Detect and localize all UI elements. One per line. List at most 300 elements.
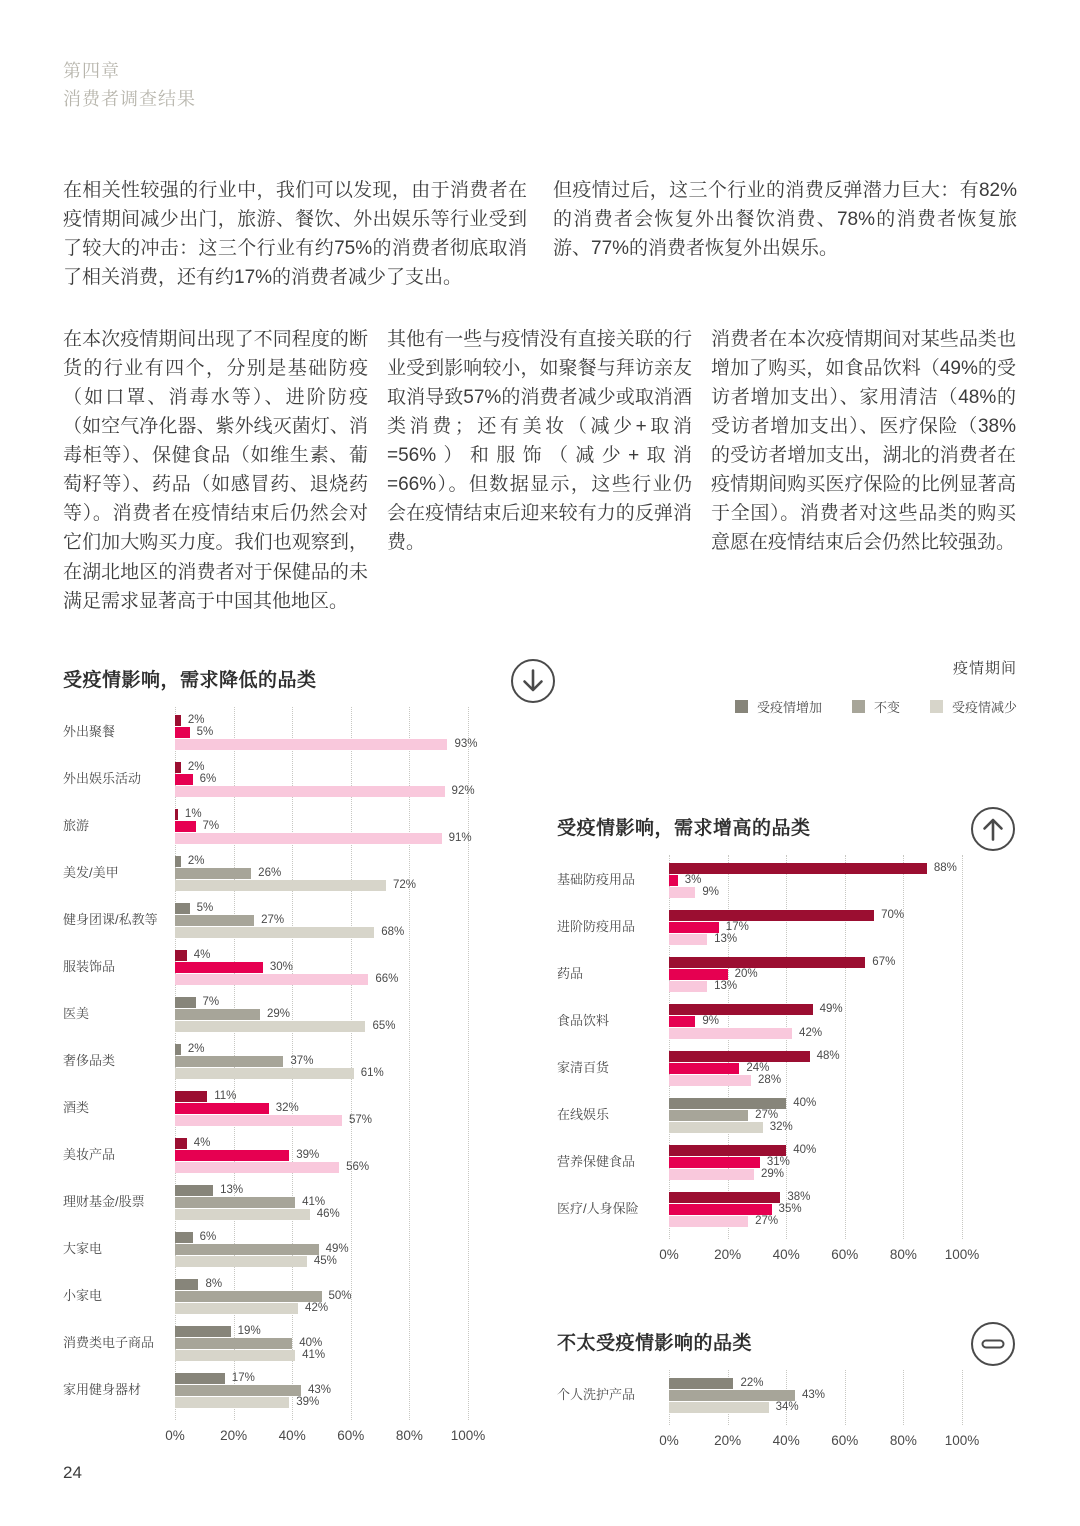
- bar-line: [175, 1197, 468, 1208]
- intro-paragraph-left: 在相关性较强的行业中，我们可以发现，由于消费者在疫情期间减少出门，旅游、餐饮、外出娱乐等行业受到了较大的冲击：这三个行业有约75%的消费者彻底取消了相关消费，还有约17%的消费者减少了支出。: [63, 179, 527, 288]
- increase-chart-header: [557, 805, 1017, 855]
- bar-decreased: [669, 1402, 769, 1413]
- bar-value: 31%: [766, 1156, 790, 1169]
- bar-decreased: [175, 833, 442, 844]
- bar-line: [669, 1028, 962, 1039]
- bar-group: [175, 1044, 468, 1079]
- bar-line: [175, 715, 468, 726]
- bar-value: 57%: [349, 1114, 373, 1127]
- chart-row: [63, 1232, 557, 1267]
- bar-decreased: [669, 1216, 748, 1227]
- bar-increased: [669, 957, 865, 968]
- bar-value: 29%: [266, 1008, 290, 1021]
- category-label: 奢侈品类: [63, 1053, 116, 1069]
- bar-value: 17%: [725, 921, 749, 934]
- bar-line: [175, 1056, 468, 1067]
- bar-line: [175, 738, 478, 751]
- body-paragraph-2: 其他有一些与疫情没有直接关联的行业受到影响较小，如聚餐与拜访亲友取消导致57%的消费者减少或取消酒类消费；还有美妆（减少+取消=56%）和服饰（减少+取消=66%）。但数据显示，这些行业仍会在疫情结束后迎来较有力的反弹消费。: [387, 329, 692, 554]
- bar-line: [175, 809, 468, 820]
- bar-line: [669, 969, 962, 980]
- chart-row: [63, 1373, 557, 1408]
- bar-group: [175, 761, 475, 798]
- bar-value: 32%: [275, 1102, 299, 1115]
- category-label: 基础防疫用品: [557, 872, 636, 888]
- x-axis: [659, 1239, 980, 1265]
- chart-row: [557, 1378, 1017, 1413]
- bar-value: 13%: [714, 933, 738, 946]
- category-label: 家清百货: [557, 1060, 610, 1076]
- legend-items: [557, 697, 1017, 716]
- bar-line: [175, 1326, 468, 1337]
- bar-value: 22%: [740, 1377, 764, 1390]
- bar-increased: [175, 1044, 181, 1055]
- bar-group: [669, 1145, 962, 1180]
- bar-increased: [669, 1145, 786, 1156]
- bar-value: 41%: [302, 1196, 326, 1209]
- bar-value: 32%: [769, 1121, 793, 1134]
- bar-line: [175, 1291, 468, 1302]
- charts-section: [63, 657, 1017, 1451]
- axis-tick: 80%: [889, 1246, 917, 1262]
- bar-value: 92%: [451, 785, 475, 798]
- bar-line: [175, 1150, 468, 1161]
- bar-value: 24%: [746, 1062, 770, 1075]
- minus-icon: [969, 1320, 1017, 1373]
- bar-value: 26%: [258, 867, 282, 880]
- bar-group: [175, 714, 478, 751]
- bar-decreased: [175, 739, 447, 750]
- bar-increased: [175, 997, 196, 1008]
- bar-line: [669, 1016, 962, 1027]
- bar-line: [175, 1244, 468, 1255]
- bar-unchanged: [175, 1244, 319, 1255]
- bar-decreased: [175, 1068, 354, 1079]
- bar-unchanged: [175, 915, 254, 926]
- bar-value: 2%: [187, 1043, 205, 1056]
- bar-decreased: [175, 786, 445, 797]
- category-label: 酒类: [63, 1100, 90, 1116]
- bar-increased: [175, 715, 181, 726]
- bar-line: [175, 1021, 468, 1032]
- bar-value: 61%: [360, 1067, 384, 1080]
- decrease-chart-column: [63, 657, 557, 1451]
- chart-row: [63, 1279, 557, 1314]
- chapter-title: 消费者调查结果: [63, 88, 196, 109]
- bar-line: [175, 962, 468, 973]
- chart-rows: [63, 707, 557, 1408]
- bar-line: [669, 1110, 962, 1121]
- page-header: [63, 58, 1017, 114]
- bar-value: 27%: [261, 914, 285, 927]
- category-label: 外出聚餐: [63, 724, 116, 740]
- bar-value: 2%: [187, 855, 205, 868]
- bar-value: 30%: [269, 961, 293, 974]
- category-label: 营养保健食品: [557, 1154, 636, 1170]
- bar-line: [669, 1145, 962, 1156]
- decrease-chart-header: [63, 657, 557, 707]
- bar-increased: [175, 856, 181, 867]
- bar-line: [175, 1162, 468, 1173]
- bar-line: [175, 1279, 468, 1290]
- category-label: 医疗/人身保险: [557, 1201, 639, 1217]
- body-paragraph-1: 在本次疫情期间出现了不同程度的断货的行业有四个，分别是基础防疫（如口罩、消毒水等）、进阶防疫（如空气净化器、紫外线灭菌灯、消毒柜等）、保健食品（如维生素、葡萄籽等）、药品（如感冒药、退烧药等）。消费者在疫情结束后仍然会对它们加大购买力度。我们也观察到，在湖北地区的消费者对于保健品的未满足需求显著高于中国其他地区。: [63, 329, 368, 612]
- bar-value: 20%: [734, 968, 758, 981]
- bar-group: [175, 950, 468, 985]
- flat-chart-title: 不太受疫情影响的品类: [557, 1332, 753, 1354]
- chart-row: [63, 903, 557, 938]
- bar-value: 2%: [187, 761, 205, 774]
- bar-increased: [175, 1373, 225, 1384]
- bar-line: [175, 1103, 468, 1114]
- bar-line: [669, 1157, 962, 1168]
- bar-unchanged: [669, 969, 728, 980]
- bar-increased: [175, 1326, 231, 1337]
- legend-item: [852, 697, 900, 716]
- flat-bar-chart: [557, 1370, 1017, 1451]
- bar-increased: [175, 1185, 213, 1196]
- bar-group: [669, 1098, 962, 1133]
- bar-value: 34%: [775, 1401, 799, 1414]
- bar-line: [175, 785, 475, 798]
- bar-unchanged: [175, 1385, 301, 1396]
- bar-group: [175, 1326, 468, 1361]
- bar-value: 93%: [454, 738, 478, 751]
- bar-value: 40%: [793, 1144, 817, 1157]
- bar-group: [175, 997, 468, 1032]
- bar-line: [175, 856, 468, 867]
- bar-line: [669, 981, 962, 992]
- category-label: 外出娱乐活动: [63, 771, 142, 787]
- bar-value: 68%: [381, 926, 405, 939]
- bar-line: [175, 1338, 468, 1349]
- bar-value: 5%: [196, 726, 214, 739]
- bar-value: 8%: [205, 1278, 223, 1291]
- bar-line: [669, 1204, 962, 1215]
- bar-value: 3%: [684, 874, 702, 887]
- bar-group: [669, 863, 962, 898]
- legend-swatch: [930, 700, 943, 713]
- bar-value: 37%: [290, 1055, 314, 1068]
- bar-decreased: [175, 1115, 342, 1126]
- bar-unchanged: [175, 962, 263, 973]
- axis-tick: 0%: [165, 1427, 185, 1443]
- axis-tick: 20%: [220, 1427, 248, 1443]
- axis-tick: 100%: [944, 1432, 980, 1448]
- axis-tick: 100%: [450, 1427, 486, 1443]
- bar-line: [175, 1185, 468, 1196]
- bar-line: [669, 1122, 962, 1133]
- axis-tick: 40%: [278, 1427, 306, 1443]
- axis-tick: 60%: [831, 1432, 859, 1448]
- bar-unchanged: [175, 1103, 269, 1114]
- bar-line: [175, 1232, 468, 1243]
- legend-item: [930, 697, 1017, 716]
- bar-value: 38%: [787, 1191, 811, 1204]
- chapter-label: 第四章: [63, 61, 120, 81]
- bar-value: 19%: [237, 1325, 261, 1338]
- bar-line: [669, 1402, 962, 1413]
- axis-tick: 80%: [889, 1432, 917, 1448]
- bar-line: [669, 934, 962, 945]
- bar-line: [175, 1303, 468, 1314]
- bar-line: [175, 1397, 468, 1408]
- chart-row: [63, 1091, 557, 1126]
- bar-group: [175, 1232, 468, 1267]
- bar-value: 6%: [199, 773, 217, 786]
- increase-chart-title: 受疫情影响，需求增高的品类: [557, 817, 811, 839]
- bar-decreased: [175, 974, 368, 985]
- bar-value: 65%: [372, 1020, 396, 1033]
- chart-row: [63, 762, 557, 797]
- bar-line: [175, 727, 468, 738]
- bar-unchanged: [175, 774, 193, 785]
- bar-increased: [669, 1378, 733, 1389]
- legend-item: [735, 697, 822, 716]
- bar-value: 43%: [801, 1389, 826, 1402]
- bar-line: [669, 1169, 962, 1180]
- bar-line: [175, 1068, 468, 1079]
- bar-line: [669, 863, 962, 874]
- category-label: 消费类电子商品: [63, 1335, 155, 1351]
- page-footer: [63, 1463, 1017, 1483]
- bar-unchanged: [175, 868, 251, 879]
- bar-line: [175, 1091, 468, 1102]
- bar-increased: [669, 1192, 780, 1203]
- chart-row: [63, 856, 557, 891]
- bar-group: [175, 1091, 468, 1126]
- x-axis: [659, 1425, 980, 1451]
- chart-row: [63, 1185, 557, 1220]
- bar-group: [175, 856, 468, 891]
- bar-value: 56%: [346, 1161, 370, 1174]
- bar-group: [669, 1378, 962, 1413]
- down-arrow-icon: [509, 657, 557, 710]
- axis-tick: 0%: [659, 1246, 679, 1262]
- chart-row: [63, 950, 557, 985]
- bar-group: [669, 1004, 962, 1039]
- bar-value: 9%: [702, 886, 719, 899]
- bar-line: [175, 832, 472, 845]
- chart-row: [557, 863, 1017, 898]
- bar-decreased: [175, 1021, 365, 1032]
- bar-line: [175, 1385, 468, 1396]
- bar-value: 88%: [933, 862, 957, 875]
- axis-tick: 100%: [944, 1246, 980, 1262]
- x-axis: [165, 1420, 486, 1446]
- body-section: [63, 325, 1017, 616]
- bar-unchanged: [175, 821, 196, 832]
- bar-decreased: [175, 1397, 289, 1408]
- bar-value: 7%: [202, 820, 220, 833]
- legend-block: [557, 657, 1017, 716]
- bar-increased: [669, 1051, 810, 1062]
- bar-value: 1%: [184, 808, 202, 821]
- category-label: 在线娱乐: [557, 1107, 610, 1123]
- intro-paragraph-right: 但疫情过后，这三个行业的消费反弹潜力巨大：有82%的消费者会恢复外出餐饮消费、78%的消费者恢复旅游、77%的消费者恢复外出娱乐。: [553, 179, 1017, 259]
- bar-decreased: [175, 1256, 307, 1267]
- bar-value: 27%: [755, 1215, 779, 1228]
- bar-unchanged: [175, 1056, 283, 1067]
- bar-decreased: [669, 981, 707, 992]
- page-number: 24: [63, 1462, 82, 1482]
- bar-value: 50%: [328, 1290, 352, 1303]
- bar-line: [669, 1390, 962, 1401]
- bar-line: [669, 910, 962, 921]
- bar-value: 43%: [307, 1384, 332, 1397]
- bar-line: [669, 1051, 962, 1062]
- bar-group: [175, 1373, 468, 1408]
- axis-tick: 40%: [772, 1246, 800, 1262]
- axis-tick: 20%: [714, 1246, 742, 1262]
- chart-row: [63, 1326, 557, 1361]
- bar-line: [175, 997, 468, 1008]
- bar-line: [669, 922, 962, 933]
- bar-value: 13%: [714, 980, 738, 993]
- bar-decreased: [175, 880, 386, 891]
- bar-value: 27%: [755, 1109, 779, 1122]
- bar-value: 67%: [872, 956, 896, 969]
- category-label: 健身团课/私教等: [63, 912, 158, 928]
- bar-value: 13%: [220, 1184, 244, 1197]
- category-label: 药品: [557, 966, 584, 982]
- bar-increased: [669, 1098, 786, 1109]
- bar-value: 42%: [799, 1027, 823, 1040]
- legend-period-label: 疫情期间: [952, 659, 1017, 677]
- chart-row: [63, 809, 557, 844]
- bar-value: 45%: [313, 1255, 337, 1268]
- chart-row: [557, 1098, 1017, 1133]
- bar-group: [669, 957, 962, 992]
- bar-value: 11%: [214, 1090, 237, 1103]
- bar-line: [175, 1373, 468, 1384]
- decrease-chart-title: 受疫情影响，需求降低的品类: [63, 669, 317, 691]
- bar-group: [175, 1279, 468, 1314]
- bar-value: 72%: [392, 879, 416, 892]
- category-label: 个人洗护产品: [557, 1387, 636, 1403]
- bar-line: [669, 1378, 962, 1389]
- bar-value: 46%: [316, 1208, 340, 1221]
- chart-row: [557, 1192, 1017, 1227]
- bar-value: 70%: [881, 909, 905, 922]
- bar-increased: [175, 809, 178, 820]
- bar-decreased: [175, 1303, 298, 1314]
- axis-tick: 60%: [831, 1246, 859, 1262]
- chart-row: [557, 910, 1017, 945]
- bar-unchanged: [175, 1150, 289, 1161]
- bar-line: [175, 868, 468, 879]
- bar-value: 2%: [187, 714, 205, 727]
- bar-decreased: [175, 927, 374, 938]
- category-label: 小家电: [63, 1288, 103, 1304]
- bar-value: 66%: [375, 973, 399, 986]
- bar-line: [669, 1192, 962, 1203]
- bar-increased: [175, 1279, 198, 1290]
- bar-value: 42%: [305, 1302, 329, 1315]
- bar-value: 6%: [199, 1231, 217, 1244]
- bar-group: [175, 1185, 468, 1220]
- axis-tick: 20%: [714, 1432, 742, 1448]
- bar-group: [175, 808, 472, 845]
- bar-line: [175, 1138, 468, 1149]
- bar-line: [669, 1098, 962, 1109]
- chart-row: [63, 997, 557, 1032]
- bar-value: 39%: [296, 1396, 320, 1409]
- bar-line: [669, 887, 962, 898]
- chart-row: [557, 1004, 1017, 1039]
- legend-item-label: 不变: [873, 699, 900, 715]
- up-arrow-icon: [969, 805, 1017, 858]
- category-label: 理财基金/股票: [63, 1194, 145, 1210]
- chart-row: [63, 715, 557, 750]
- bar-value: 29%: [760, 1168, 784, 1181]
- bar-unchanged: [669, 1063, 739, 1074]
- bar-group: [669, 910, 962, 945]
- bar-value: 35%: [778, 1203, 802, 1216]
- bar-increased: [669, 863, 927, 874]
- legend-item-label: 受疫情增加: [756, 699, 822, 715]
- bar-unchanged: [669, 1204, 772, 1215]
- bar-line: [669, 875, 962, 886]
- bar-decreased: [175, 1350, 295, 1361]
- bar-line: [175, 821, 468, 832]
- bar-unchanged: [669, 875, 678, 886]
- bar-unchanged: [669, 1016, 695, 1027]
- decrease-bar-chart: [63, 707, 557, 1446]
- bar-line: [175, 1209, 468, 1220]
- bar-group: [175, 903, 468, 938]
- category-label: 旅游: [63, 818, 90, 834]
- bar-unchanged: [669, 1390, 795, 1401]
- bar-increased: [175, 1091, 207, 1102]
- bar-group: [175, 1138, 468, 1173]
- bar-line: [669, 1216, 962, 1227]
- bar-value: 7%: [202, 996, 220, 1009]
- category-label: 家用健身器材: [63, 1382, 142, 1398]
- bar-increased: [175, 1138, 187, 1149]
- bar-unchanged: [669, 922, 719, 933]
- chart-row: [557, 957, 1017, 992]
- bar-increased: [669, 1004, 813, 1015]
- bar-line: [669, 1075, 962, 1086]
- bar-line: [175, 903, 468, 914]
- bar-group: [669, 1192, 962, 1227]
- bar-value: 48%: [816, 1050, 840, 1063]
- bar-unchanged: [175, 727, 190, 738]
- axis-tick: 0%: [659, 1432, 679, 1448]
- category-label: 美发/美甲: [63, 865, 119, 881]
- bar-decreased: [669, 1122, 763, 1133]
- bar-line: [669, 957, 962, 968]
- axis-tick: 80%: [395, 1427, 423, 1443]
- bar-decreased: [669, 1075, 751, 1086]
- bar-increased: [175, 903, 190, 914]
- bar-line: [175, 974, 468, 985]
- legend-item-label: 受疫情减少: [951, 699, 1017, 715]
- bar-value: 49%: [819, 1003, 843, 1016]
- bar-unchanged: [175, 1338, 292, 1349]
- legend-swatch: [735, 700, 748, 713]
- bar-line: [175, 1256, 468, 1267]
- bar-value: 17%: [231, 1372, 255, 1385]
- bar-unchanged: [175, 1291, 322, 1302]
- chart-row: [557, 1051, 1017, 1086]
- bar-value: 49%: [325, 1243, 349, 1256]
- category-label: 食品饮料: [557, 1013, 610, 1029]
- body-paragraph-3: 消费者在本次疫情期间对某些品类也增加了购买，如食品饮料（49%的受访者增加支出）、家用清洁（48%的受访者增加支出）、医疗保险（38%的受访者增加支出，湖北的消费者在疫情期间购买医疗保险的比例显著高于全国）。消费者对这些品类的购买意愿在疫情结束后会仍然比较强劲。: [711, 329, 1016, 554]
- category-label: 进阶防疫用品: [557, 919, 636, 935]
- chart-row: [63, 1138, 557, 1173]
- legend-swatch: [852, 700, 865, 713]
